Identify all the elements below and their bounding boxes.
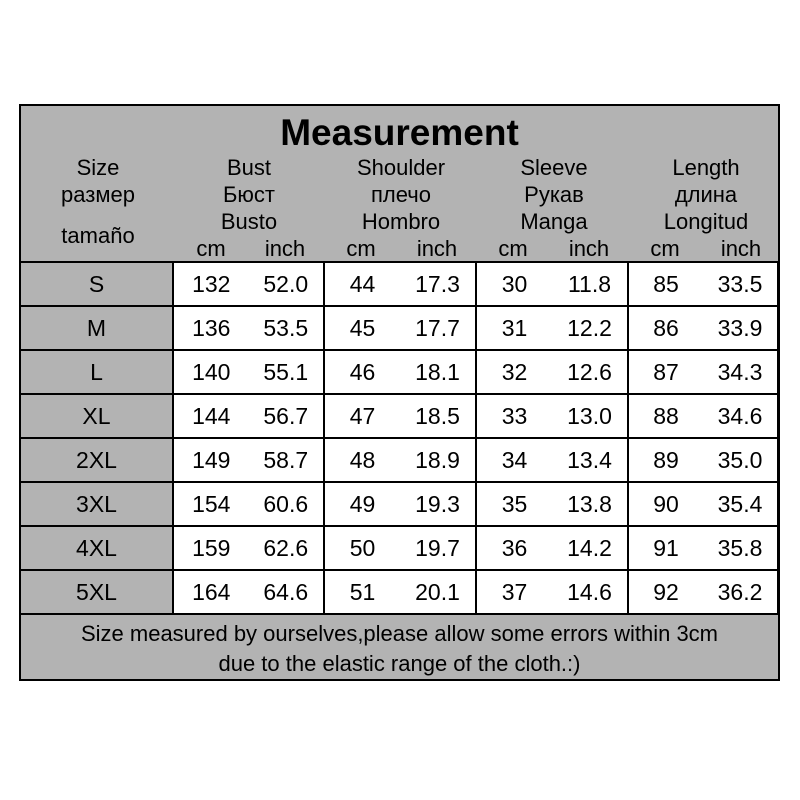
bust-cm-value: 140	[192, 358, 231, 385]
unit-length-cm: cm	[650, 236, 680, 261]
size-cell: 2XL	[21, 438, 173, 482]
bust-cell	[173, 438, 324, 482]
sleeve-cell	[476, 306, 628, 350]
shoulder-cell	[324, 526, 476, 570]
header-size	[39, 154, 157, 249]
length-inch-value: 34.6	[717, 402, 763, 429]
chart-title: Measurement	[280, 112, 519, 153]
shoulder-inch-value: 18.5	[415, 402, 460, 429]
table-row	[21, 570, 778, 614]
shoulder-inch-value: 17.7	[415, 314, 460, 341]
header-sleeve-en: Sleeve	[520, 155, 588, 180]
header-size-en: Size	[76, 155, 120, 180]
bust-cell	[173, 262, 324, 306]
length-inch-value: 35.8	[717, 534, 763, 561]
shoulder-cell	[324, 262, 476, 306]
shoulder-cm-value: 51	[349, 578, 376, 605]
length-inch-value: 35.0	[717, 446, 763, 473]
length-cell	[628, 394, 778, 438]
header-length-en: Length	[672, 155, 740, 180]
sleeve-cm-value: 33	[501, 402, 528, 429]
unit-shoulder-cm: cm	[346, 236, 376, 261]
bust-cell	[173, 394, 324, 438]
shoulder-inch-value: 19.3	[415, 490, 460, 517]
sleeve-cm-value: 34	[501, 446, 528, 473]
bust-cm-value: 149	[192, 446, 231, 473]
header-length-ru: длина	[674, 182, 738, 207]
sleeve-cell	[476, 350, 628, 394]
header-size-ru: размер	[61, 182, 135, 207]
unit-length-inch: inch	[720, 236, 762, 261]
bust-inch-value: 60.6	[263, 490, 309, 517]
shoulder-cell	[324, 306, 476, 350]
size-cell: L	[21, 350, 173, 394]
sleeve-cell	[476, 394, 628, 438]
length-inch-value: 33.9	[717, 314, 763, 341]
shoulder-cell	[324, 394, 476, 438]
size-cell: M	[21, 306, 173, 350]
length-cell	[628, 306, 778, 350]
length-cell	[628, 570, 778, 614]
sleeve-cm-value: 31	[501, 314, 528, 341]
sleeve-inch-value: 14.6	[567, 578, 612, 605]
sleeve-cm-value: 35	[501, 490, 528, 517]
size-cell: 4XL	[21, 526, 173, 570]
length-cm-value: 87	[653, 358, 679, 385]
length-cell	[628, 482, 778, 526]
shoulder-cm-value: 47	[349, 402, 376, 429]
note-line-2: due to the elastic range of the cloth.:)	[218, 651, 581, 676]
length-inch-value: 36.2	[717, 578, 763, 605]
shoulder-cell	[324, 570, 476, 614]
sleeve-cell	[476, 482, 628, 526]
header-shoulder-es: Hombro	[361, 209, 441, 234]
bust-inch-value: 58.7	[263, 446, 309, 473]
sleeve-inch-value: 11.8	[567, 270, 612, 297]
length-cell	[628, 526, 778, 570]
size-cell: 3XL	[21, 482, 173, 526]
sleeve-inch-value: 13.8	[567, 490, 612, 517]
bust-cm-value: 132	[192, 270, 231, 297]
sleeve-cm-value: 36	[501, 534, 528, 561]
length-cm-value: 91	[653, 534, 679, 561]
sleeve-inch-value: 12.2	[567, 314, 612, 341]
length-cell	[628, 350, 778, 394]
table-row	[21, 262, 778, 306]
bust-inch-value: 55.1	[263, 358, 309, 385]
length-cell	[628, 262, 778, 306]
length-inch-value: 33.5	[717, 270, 763, 297]
unit-sleeve-inch: inch	[568, 236, 610, 261]
header-sleeve-es: Manga	[520, 209, 588, 234]
bust-cell	[173, 350, 324, 394]
shoulder-inch-value: 20.1	[415, 578, 460, 605]
length-cm-value: 90	[653, 490, 679, 517]
header-bust-ru: Бюст	[222, 182, 275, 207]
table-row	[21, 350, 778, 394]
bust-inch-value: 64.6	[263, 578, 309, 605]
table-row	[21, 394, 778, 438]
bust-cm-value: 164	[192, 578, 231, 605]
header-shoulder-ru: плечо	[371, 182, 431, 207]
bust-cm-value: 144	[192, 402, 231, 429]
shoulder-inch-value: 18.9	[415, 446, 460, 473]
table-row	[21, 438, 778, 482]
bust-cell	[173, 482, 324, 526]
header-sleeve-ru: Рукав	[524, 182, 584, 207]
shoulder-cm-value: 49	[349, 490, 376, 517]
length-inch-value: 34.3	[717, 358, 763, 385]
bust-cell	[173, 306, 324, 350]
bust-inch-value: 56.7	[263, 402, 309, 429]
bust-inch-value: 52.0	[263, 270, 309, 297]
sleeve-cm-value: 30	[501, 270, 528, 297]
header-sleeve	[491, 154, 617, 235]
sleeve-cm-value: 37	[501, 578, 528, 605]
sleeve-inch-value: 12.6	[567, 358, 612, 385]
shoulder-cm-value: 46	[349, 358, 376, 385]
header-shoulder-en: Shoulder	[356, 155, 446, 180]
length-cm-value: 86	[653, 314, 679, 341]
length-cm-value: 85	[653, 270, 679, 297]
shoulder-cell	[324, 438, 476, 482]
table-row	[21, 306, 778, 350]
length-cm-value: 88	[653, 402, 679, 429]
shoulder-inch-value: 19.7	[415, 534, 460, 561]
size-cell: S	[21, 262, 173, 306]
shoulder-cell	[324, 350, 476, 394]
length-cm-value: 89	[653, 446, 679, 473]
sleeve-inch-value: 14.2	[567, 534, 612, 561]
table-row	[21, 482, 778, 526]
shoulder-cm-value: 44	[349, 270, 376, 297]
bust-cm-value: 159	[192, 534, 231, 561]
sleeve-cm-value: 32	[501, 358, 528, 385]
bust-cell	[173, 570, 324, 614]
size-cell: 5XL	[21, 570, 173, 614]
sleeve-inch-value: 13.4	[567, 446, 612, 473]
sleeve-inch-value: 13.0	[567, 402, 612, 429]
shoulder-inch-value: 17.3	[415, 270, 460, 297]
bust-cm-value: 154	[192, 490, 231, 517]
note-line-1: Size measured by ourselves,please allow some errors within 3cm	[80, 621, 719, 646]
header-bust-en: Bust	[226, 155, 272, 180]
header-bust	[189, 154, 309, 235]
sleeve-cell	[476, 262, 628, 306]
unit-shoulder-inch: inch	[416, 236, 458, 261]
header-shoulder	[331, 154, 471, 235]
sleeve-cell	[476, 438, 628, 482]
unit-bust-cm: cm	[196, 236, 226, 261]
shoulder-cell	[324, 482, 476, 526]
bust-cm-value: 136	[192, 314, 231, 341]
unit-bust-inch: inch	[264, 236, 306, 261]
length-cm-value: 92	[653, 578, 679, 605]
shoulder-cm-value: 48	[349, 446, 376, 473]
header-bust-es: Busto	[220, 209, 278, 234]
size-chart	[19, 104, 780, 681]
header-length-es: Longitud	[663, 209, 749, 234]
bust-inch-value: 53.5	[263, 314, 309, 341]
header-length	[643, 154, 769, 235]
bust-cell	[173, 526, 324, 570]
shoulder-cm-value: 50	[349, 534, 376, 561]
shoulder-inch-value: 18.1	[415, 358, 460, 385]
length-cell	[628, 438, 778, 482]
bust-inch-value: 62.6	[263, 534, 309, 561]
sleeve-cell	[476, 570, 628, 614]
size-cell: XL	[21, 394, 173, 438]
header-size-es: tamaño	[61, 223, 135, 248]
sleeve-cell	[476, 526, 628, 570]
size-note	[21, 613, 778, 679]
shoulder-cm-value: 45	[349, 314, 376, 341]
size-table	[21, 261, 779, 615]
table-row	[21, 526, 778, 570]
unit-sleeve-cm: cm	[498, 236, 528, 261]
length-inch-value: 35.4	[717, 490, 763, 517]
